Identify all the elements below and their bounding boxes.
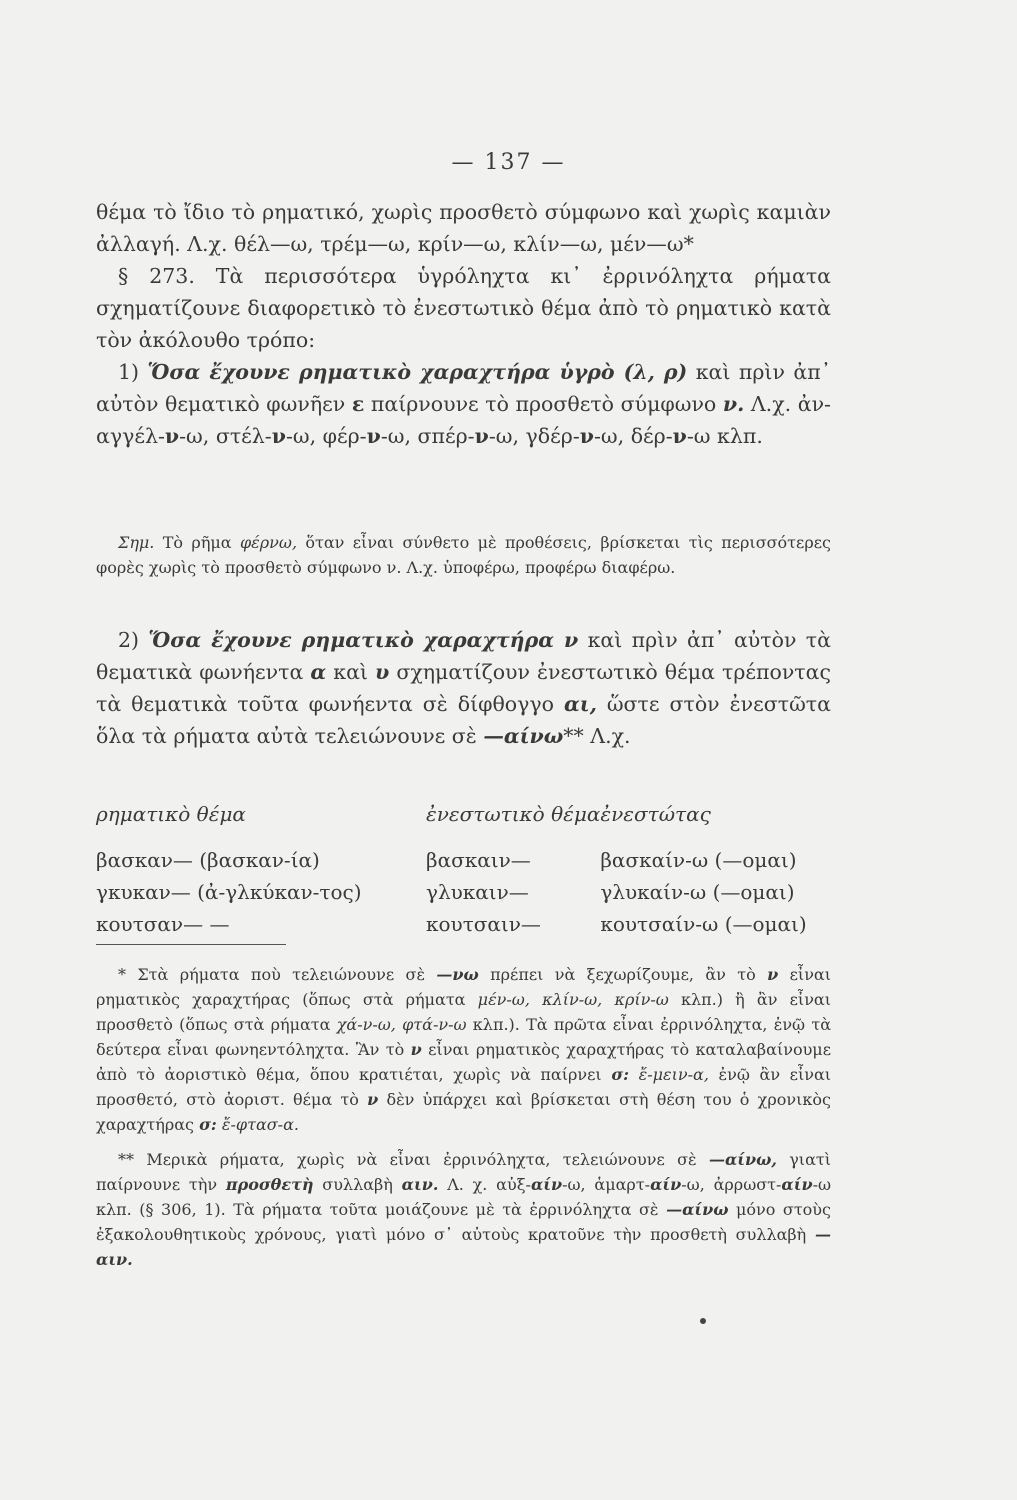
- footnote-divider: [96, 944, 286, 945]
- table-row: κουτσαν— — κουτσαιν— κουτσαίν-ω (—ομαι): [96, 912, 807, 936]
- footnotes: [96, 962, 831, 1272]
- footnote-2: ** Μερικὰ ρήματα, χωρὶς νὰ εἶναι ἐρρινόληχτα, τελειώνουνε σὲ —αίνω, γιατὶ παίρνουνε τὴν προσθετὴ συλλαβὴ αιν. Λ. χ. αὐξ-αίν-ω, ἁμαρτ-αίν-ω, ἀρρωστ-αίν-ω κλπ. (§ 306, 1). Τὰ ρήματα τοῦτα μοιάζουνε μὲ τὰ ἐρρινόληχτα σὲ —αίνω μόνο στοὺς ἐξακολουθητικοὺς χρόνους, γιατὶ μόνο σ᾽ αὐτοὺς κρατοῦνε τὴν προσθετὴ συλλαβὴ —αιν.: [96, 1150, 832, 1269]
- table-row: βασκαν— (βασκαν-ία) βασκαιν— βασκαίν-ω (—ομαι): [96, 848, 797, 872]
- table-header: [96, 802, 807, 844]
- header-present-stem: ἐνεστωτικὸ θέμα: [426, 802, 601, 826]
- header-present: ἐνεστώτας: [600, 802, 711, 826]
- intro-paragraph: θέμα τὸ ἴδιο τὸ ρηματικό, χωρὶς προσθετὸ σύμφωνο καὶ χωρὶς καμιὰν ἀλλαγή. Λ.χ. θέλ—ω, τρέμ—ω, κρίν—ω, κλίν—ω, μέν—ω*: [96, 200, 831, 256]
- section-273: § 273. Τὰ περισσότερα ὑγρόληχτα κι᾽ ἐρρινόληχτα ρήματα σχηματίζουνε διαφορετικὸ τὸ ἐνεστωτικὸ θέμα ἀπὸ τὸ ρηματικὸ κατὰ τὸν ἀκόλουθο τρόπο:: [96, 264, 831, 352]
- rule-2: 2) Ὅσα ἔχουνε ρηματικὸ χαραχτήρα ν καὶ πρὶν ἀπ᾽ αὐτὸν τὰ θεματικὰ φωνήεντα α καὶ υ σχηματίζουν ἐνεστωτικὸ θέμα τρέποντας τὰ θεματικὰ τοῦτα φωνήεντα σὲ δίφθογγο αι, ὥστε στὸν ἐνεστῶτα ὅλα τὰ ρήματα αὐτὰ τελειώνουνε σὲ —αίνω** Λ.χ.: [96, 628, 831, 748]
- table-row: γκυκαν— (ἀ-γλκύκαν-τος) γλυκαιν— γλυκαίν-ω (—ομαι): [96, 880, 795, 904]
- header-verbal-stem: ρηματικὸ θέμα: [96, 802, 246, 826]
- main-text: [96, 196, 831, 452]
- ink-dot: [700, 1318, 706, 1324]
- note-sim: Σημ. Τὸ ρῆμα φέρνω, ὅταν εἶναι σύνθετο μὲ προθέσεις, βρίσκεται τὶς περισσότερες φορὲς χωρὶς τὸ προσθετὸ σύμφωνο ν. Λ.χ. ὑποφέρω, προφέρω διαφέρω.: [96, 533, 831, 577]
- rule-2-heading: Ὅσα ἔχουνε ρηματικὸ χαραχτήρα ν: [148, 628, 579, 652]
- page-number: — 137 —: [451, 150, 566, 175]
- rule-1: 1) Ὅσα ἔχουνε ρηματικὸ χαραχτήρα ὑγρὸ (λ, ρ) καὶ πρὶν ἀπ᾽ αὐτὸν θεματικὸ φωνῆεν ε παίρνουνε τὸ προσθετὸ σύμφωνο ν. Λ.χ. ἀν-αγγέλ-ν-ω, στέλ-ν-ω, φέρ-ν-ω, σπέρ-ν-ω, γδέρ-ν-ω, δέρ-ν-ω κλπ.: [96, 360, 831, 448]
- footnote-1: * Στὰ ρήματα ποὺ τελειώνουνε σὲ —νω πρέπει νὰ ξεχωρίζουμε, ἂν τὸ ν εἶναι ρηματικὸς χαραχτήρας (ὅπως στὰ ρήματα μέν-ω, κλίν-ω, κρίν-ω κλπ.) ἢ ἂν εἶναι προσθετὸ (ὅπως στὰ ρήματα χά-ν-ω, φτά-ν-ω κλπ.). Τὰ πρῶτα εἶναι ἐρρινόληχτα, ἐνῷ τὰ δεύτερα εἶναι φωνηεντόληχτα. Ἂν τὸ ν εἶναι ρηματικὸς χαραχτήρας τὸ καταλαβαίνουμε ἀπὸ τὸ ἀοριστικὸ θέμα, ὅπου κρατιέται, χωρὶς νὰ παίρνει σ: ἔ-μειν-α, ἐνῷ ἂν εἶναι προσθετό, στὸ ἀοριστ. θέμα τὸ ν δὲν ὑπάρχει καὶ βρίσκεται στὴ θέση του ὁ χρονικὸς χαραχτήρας σ: ἔ-φτασ-α.: [96, 965, 832, 1134]
- verb-forms-table: [96, 802, 831, 940]
- rule-1-heading: Ὅσα ἔχουνε ρηματικὸ χαραχτήρα ὑγρὸ (λ, ρ): [147, 360, 688, 384]
